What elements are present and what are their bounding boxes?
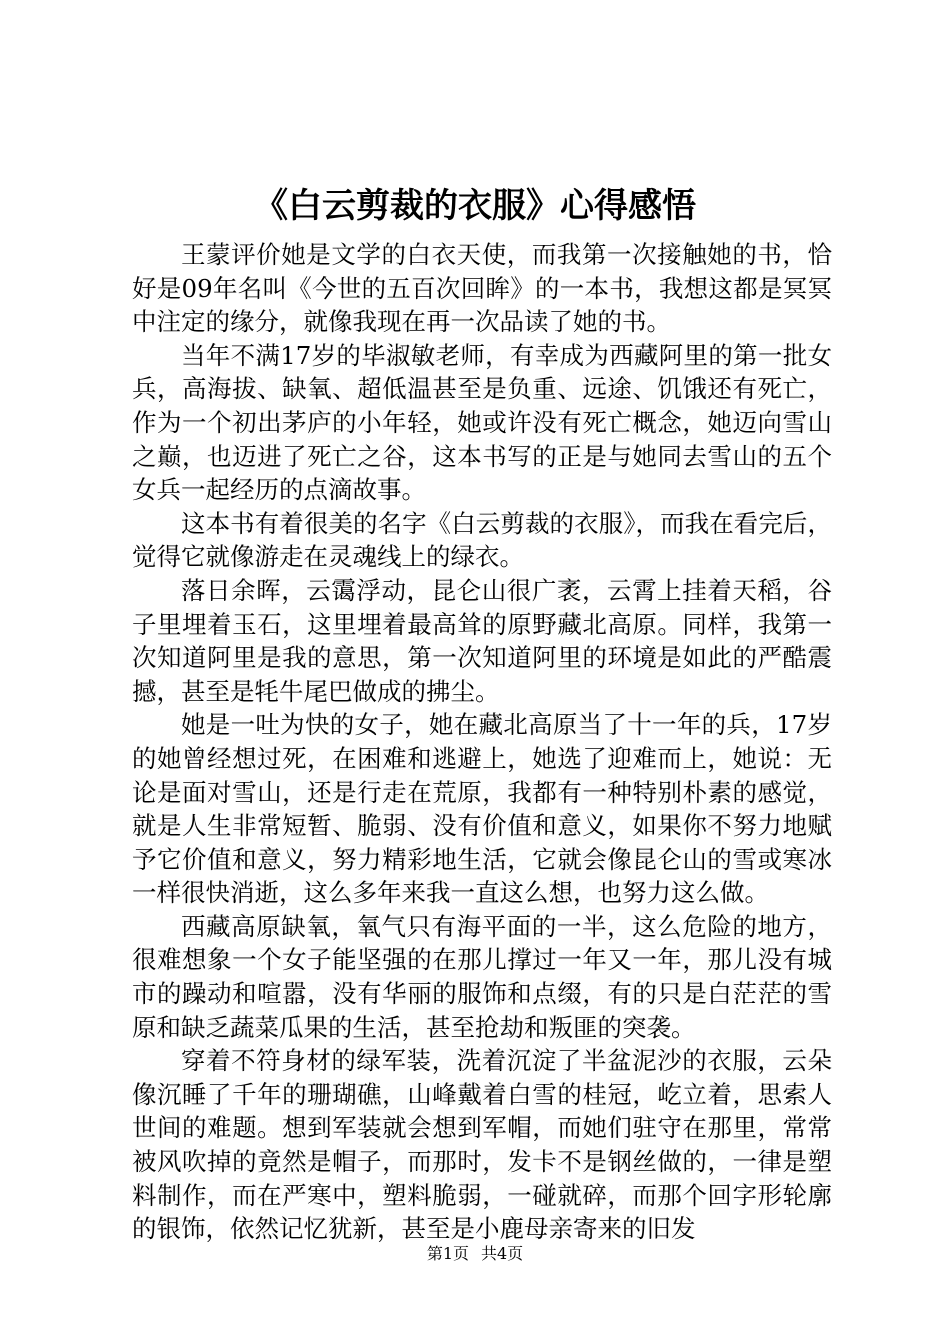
paragraph: 落日余晖，云霭浮动，昆仑山很广袤，云霄上挂着天稻，谷子里埋着玉石，这里埋着最高耸的原野藏北高原。同样，我第一次知道阿里是我的意思，第一次知道阿里的环境是如此的严酷震撼，甚至是牦牛尾巴做成的拂尘。	[132, 575, 832, 706]
paragraph: 王蒙评价她是文学的白衣天使，而我第一次接触她的书，恰好是09年名叫《今世的五百次回眸》的一本书，我想这都是冥冥中注定的缘分，就像我现在再一次品读了她的书。	[132, 240, 832, 337]
page-footer	[0, 1243, 950, 1265]
document-body	[132, 238, 832, 1246]
page-title: 《白云剪裁的衣服》心得感悟	[254, 186, 696, 226]
paragraph: 这本书有着很美的名字《白云剪裁的衣服》，而我在看完后，觉得它就像游走在灵魂线上的绿衣。	[132, 508, 832, 572]
paragraph: 穿着不符身材的绿军装，洗着沉淀了半盆泥沙的衣服，云朵像沉睡了千年的珊瑚礁，山峰戴着白雪的桂冠，屹立着，思索人世间的难题。想到军装就会想到军帽，而她们驻守在那里，常常被风吹掉的竟然是帽子，而那时，发卡不是钢丝做的，一律是塑料制作，而在严寒中，塑料脆弱，一碰就碎，而那个回字形轮廓的银饰，依然记忆犹新，甚至是小鹿母亲寄来的旧发	[132, 1046, 832, 1244]
paragraph: 西藏高原缺氧，氧气只有海平面的一半，这么危险的地方，很难想象一个女子能坚强的在那儿撑过一年又一年，那儿没有城市的躁动和喧嚣，没有华丽的服饰和点缀，有的只是白茫茫的雪原和缺乏蔬菜瓜果的生活，甚至抢劫和叛匪的突袭。	[132, 911, 832, 1042]
page-number: 第1页	[426, 1244, 469, 1263]
page-total: 共4页	[481, 1244, 524, 1263]
paragraph: 她是一吐为快的女子，她在藏北高原当了十一年的兵，17岁的她曾经想过死，在困难和逃避上，她选了迎难而上，她说：无论是面对雪山，还是行走在荒原，我都有一种特别朴素的感觉，就是人生非常短暂、脆弱、没有价值和意义，如果你不努力地赋予它价值和意义，努力精彩地生活，它就会像昆仑山的雪或寒冰一样很快消逝，这么多年来我一直这么想，也努力这么做。	[132, 710, 832, 908]
paragraph: 当年不满17岁的毕淑敏老师，有幸成为西藏阿里的第一批女兵，高海拔、缺氧、超低温甚至是负重、远途、饥饿还有死亡，作为一个初出茅庐的小年轻，她或许没有死亡概念，她迈向雪山之巅，也迈进了死亡之谷，这本书写的正是与她同去雪山的五个女兵一起经历的点滴故事。	[132, 340, 832, 505]
